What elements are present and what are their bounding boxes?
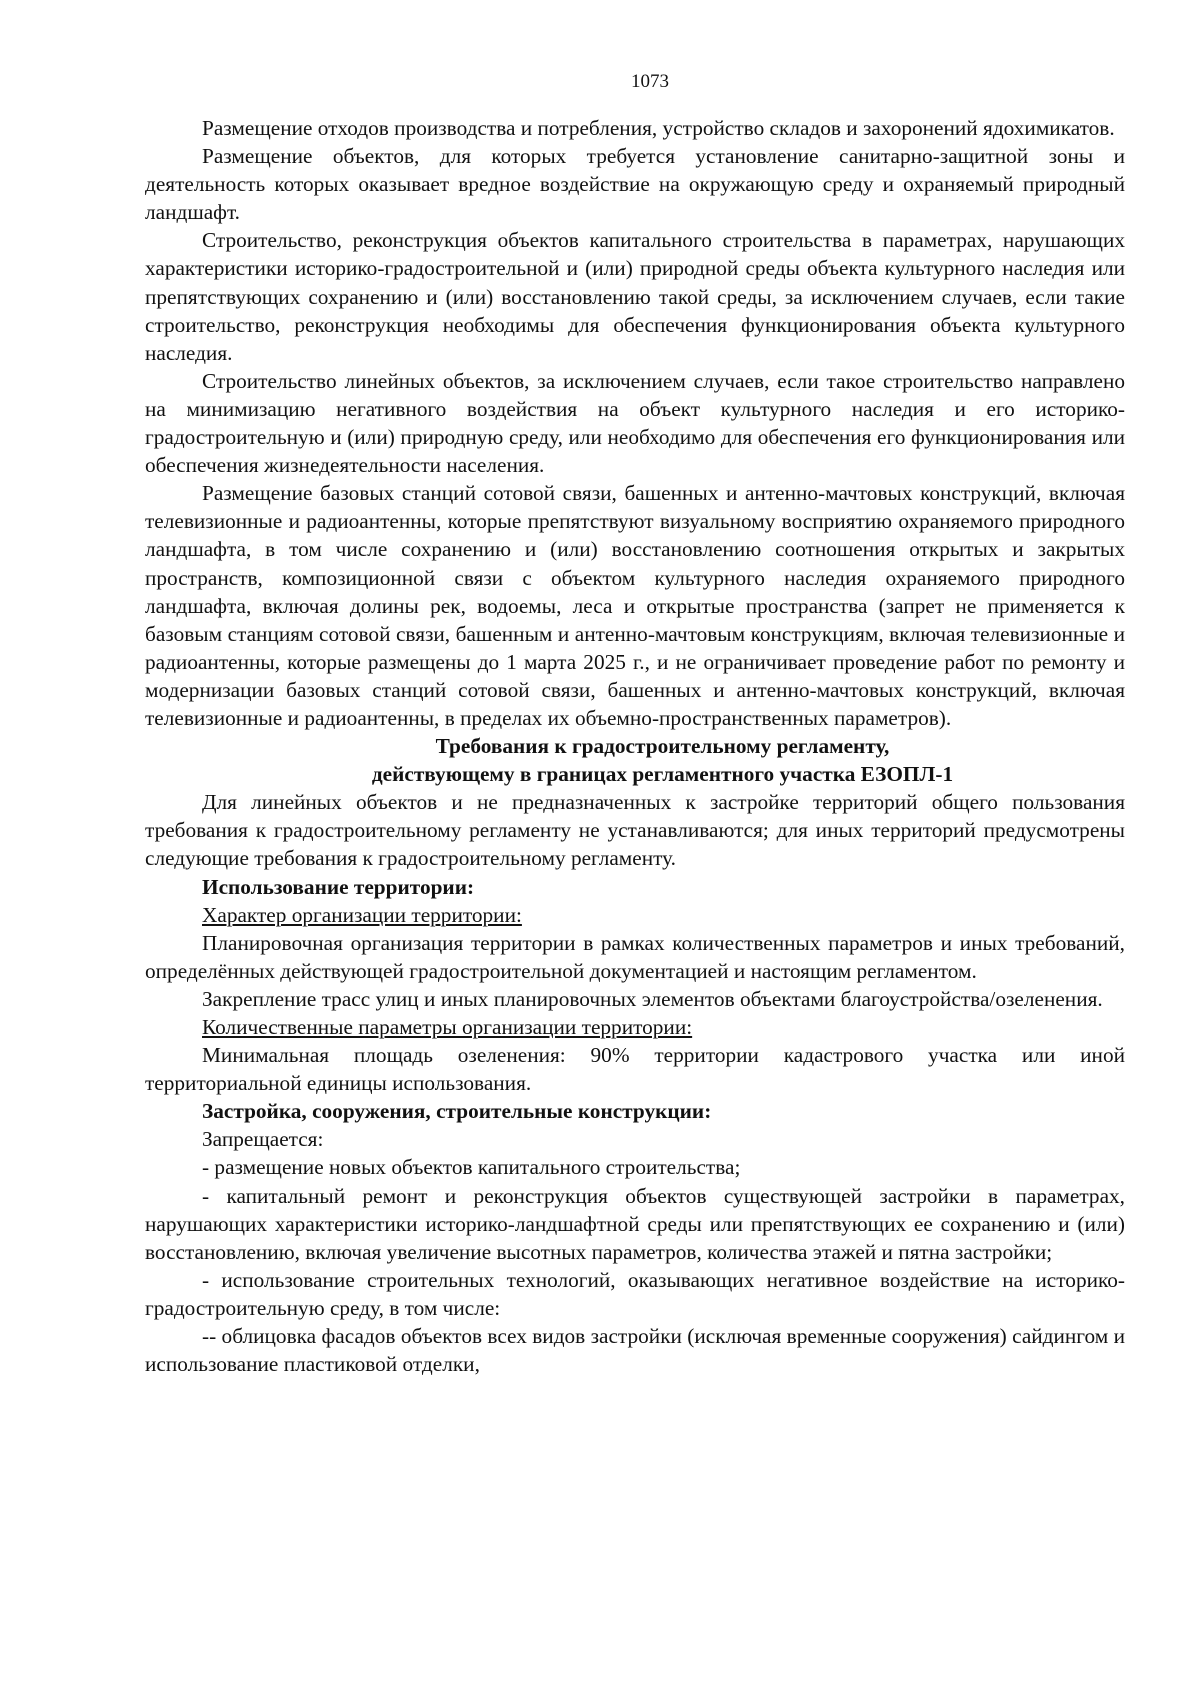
prohibited-label: Запрещается: bbox=[202, 1127, 324, 1152]
paragraph-linear-objects: Строительство линейных объектов, за исключением случаев, если такое строительство направлено на минимизацию негативного воздействия на объект культурного наследия и его историко-градостроительную и (или) природную среду, или необходимо для обеспечения его функционирования или обеспечения жизнедеятельности населения. bbox=[145, 368, 1125, 478]
paragraph-waste: Размещение отходов производства и потребления, устройство складов и захоронений ядохимикатов. bbox=[202, 116, 1115, 140]
use-heading: Использование территории: bbox=[202, 874, 475, 899]
building-heading: Застройка, сооружения, строительные конструкции: bbox=[202, 1099, 712, 1124]
paragraph-sanitary-zone: Размещение объектов, для которых требуется установление санитарно-защитной зоны и деятельность которых оказывает вредное воздействие на окружающую среду и охраняемый природный ландшафт. bbox=[145, 144, 1125, 225]
paragraph-construction: Строительство, реконструкция объектов капитального строительства в параметрах, нарушающих характеристики историко-градостроительной и (или) природной среды объекта культурного наследия или препятствующих сохранению и (или) восстановлению такой среды, за исключением случаев, если такие строительство, реконструкция необходимы для обеспечения функционирования объекта культурного наследия. bbox=[145, 228, 1125, 365]
organization-item-streets: Закрепление трасс улиц и иных планировочных элементов объектами благоустройства/озеленения. bbox=[202, 986, 1103, 1011]
organization-item-planning: Планировочная организация территории в рамках количественных параметров и иных требований, определённых действующей градостроительной документацией и настоящим регламентом. bbox=[145, 930, 1125, 983]
quant-heading-text: Количественные параметры организации территории: bbox=[202, 1015, 693, 1039]
prohibited-item-technologies: - использование строительных технологий, оказывающих негативное воздействие на историко-градостроительную среду, в том числе: bbox=[145, 1267, 1125, 1320]
paragraph-base-stations: Размещение базовых станций сотовой связи, башенных и антенно-мачтовых конструкций, включая телевизионные и радиоантенны, которые препятствуют визуальному восприятию охраняемого природного ландшафта, в том числе сохранению и (или) восстановлению соотношения открытых и закрытых пространств, композиционной связи с объектом культурного наследия охраняемого природного ландшафта, включая долины рек, водоемы, леса и открытые пространства (запрет не применяется к базовым станциям сотовой связи, башенным и антенно-мачтовым конструкциям, включая телевизионные и радиоантенны, которые размещены до 1 марта 2025 г., и не ограничивает проведение работ по ремонту и модернизации базовых станций сотовой связи, башенных и антенно-мачтовых конструкций, включая телевизионные и радиоантенны, в пределах их объемно-пространственных параметров). bbox=[145, 481, 1125, 730]
organization-heading bbox=[145, 901, 1125, 929]
quant-heading bbox=[145, 1013, 1125, 1041]
intro-paragraph: Для линейных объектов и не предназначенных к застройке территорий общего пользования требования к градостроительному регламенту не устанавливаются; для иных территорий предусмотрены следующие требования к градостроительному регламенту. bbox=[145, 790, 1125, 871]
prohibited-item-siding: -- облицовка фасадов объектов всех видов застройки (исключая временные сооружения) сайдингом и использование пластиковой отделки, bbox=[145, 1324, 1125, 1377]
section-heading bbox=[200, 732, 1125, 788]
section-heading-line-1: Требования к градостроительному регламенту, bbox=[435, 734, 890, 759]
organization-heading-text: Характер организации территории: bbox=[202, 902, 522, 927]
prohibited-item-new-objects: - размещение новых объектов капитального строительства; bbox=[202, 1155, 741, 1180]
section-heading-line-2: действующему в границах регламентного участка ЕЗОПЛ-1 bbox=[371, 762, 954, 787]
prohibited-item-renovation: - капитальный ремонт и реконструкция объектов существующей застройки в параметрах, нарушающих характеристики историко-ландшафтной среды или препятствующих ее сохранению и (или) восстановлению, включая увеличение высотных параметров, количества этажей и пятна застройки; bbox=[145, 1183, 1125, 1264]
page-number: 1073 bbox=[631, 71, 669, 92]
document-page bbox=[145, 70, 1125, 1378]
quant-paragraph: Минимальная площадь озеленения: 90% территории кадастрового участка или иной территориальной единицы использования. bbox=[145, 1043, 1125, 1096]
